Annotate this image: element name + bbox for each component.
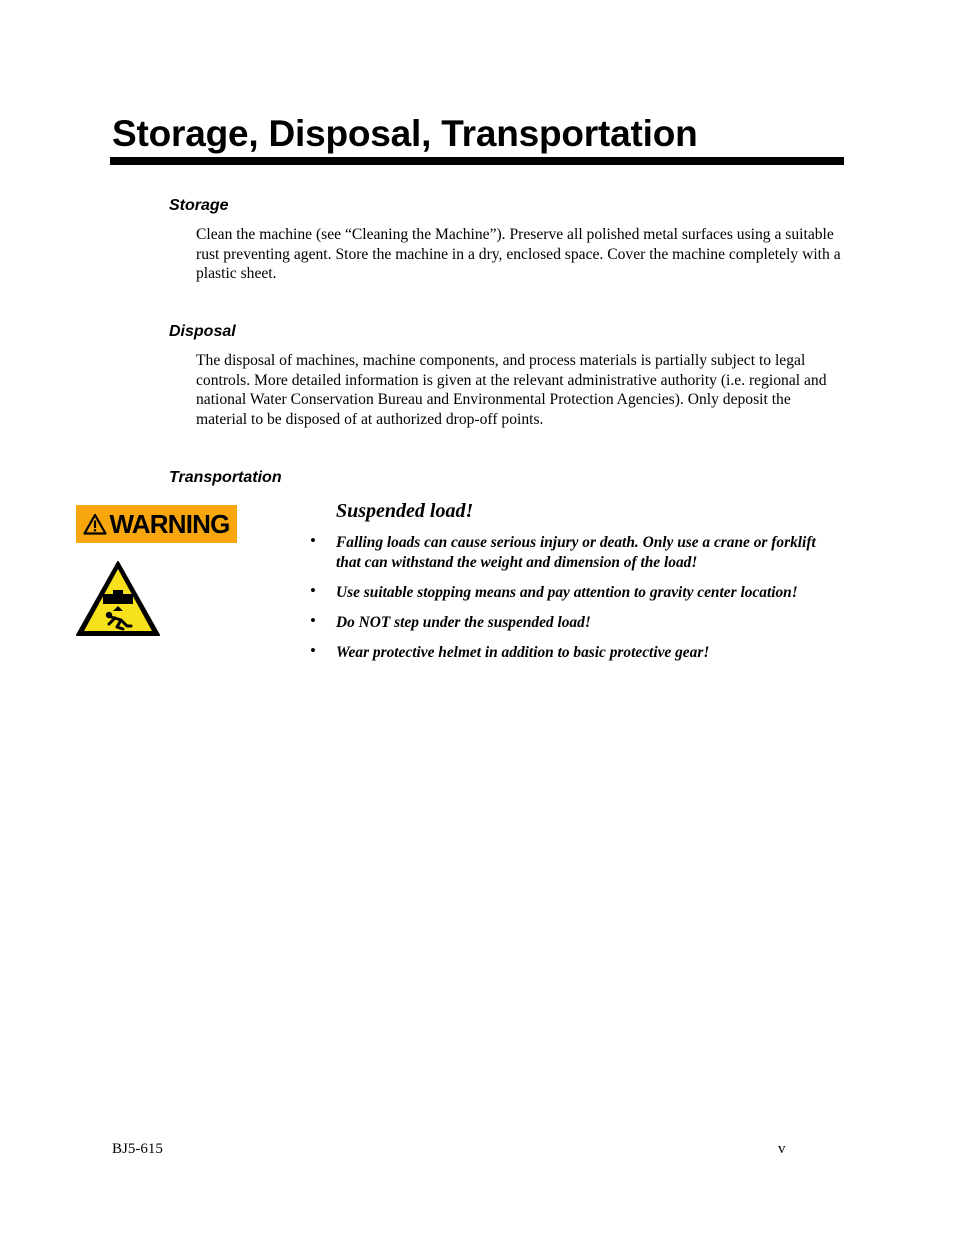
footer-doc-id: BJ5-615 [112,1141,163,1157]
warning-title: Suspended load! [336,500,474,522]
disposal-heading: Disposal [169,323,236,340]
warning-item-text: Falling loads can cause serious injury or death. Only use a crane or forklift that can withstand the weight and dimension of the load! [336,534,816,571]
disposal-body: The disposal of machines, machine components, and process materials is partially subject to legal controls. More detailed information is given at the relevant administrative authority (i.e. regional and national Water Conservation Bureau and Environmental Protection Agencies). Only deposit the material to be disposed of at authorized drop-off points. [196,352,827,428]
page-title: Storage, Disposal, Transportation [112,113,698,154]
footer-page-number: v [778,1141,786,1157]
title-rule [110,157,844,165]
suspended-load-hazard-icon [75,560,161,638]
warning-item [310,643,830,663]
warning-item-text: Use suitable stopping means and pay attention to gravity center location! [336,584,798,601]
warning-item-text: Do NOT step under the suspended load! [336,614,591,631]
warning-badge [76,505,237,543]
bullet: • [310,611,316,630]
bullet: • [310,641,316,660]
warning-list [310,533,830,673]
warning-item [310,613,830,633]
warning-badge-label: WARNING [109,509,230,539]
transportation-heading: Transportation [169,469,282,486]
warning-item [310,583,830,603]
warning-item-text: Wear protective helmet in addition to basic protective gear! [336,644,710,661]
storage-heading: Storage [169,197,229,214]
bullet: • [310,531,316,550]
storage-body: Clean the machine (see “Cleaning the Machine”). Preserve all polished metal surfaces using a suitable rust preventing agent. Store the machine in a dry, enclosed space. Cover the machine completely with a plastic sheet. [196,226,841,283]
warning-item [310,533,830,573]
alert-triangle-icon [83,513,107,535]
bullet: • [310,581,316,600]
